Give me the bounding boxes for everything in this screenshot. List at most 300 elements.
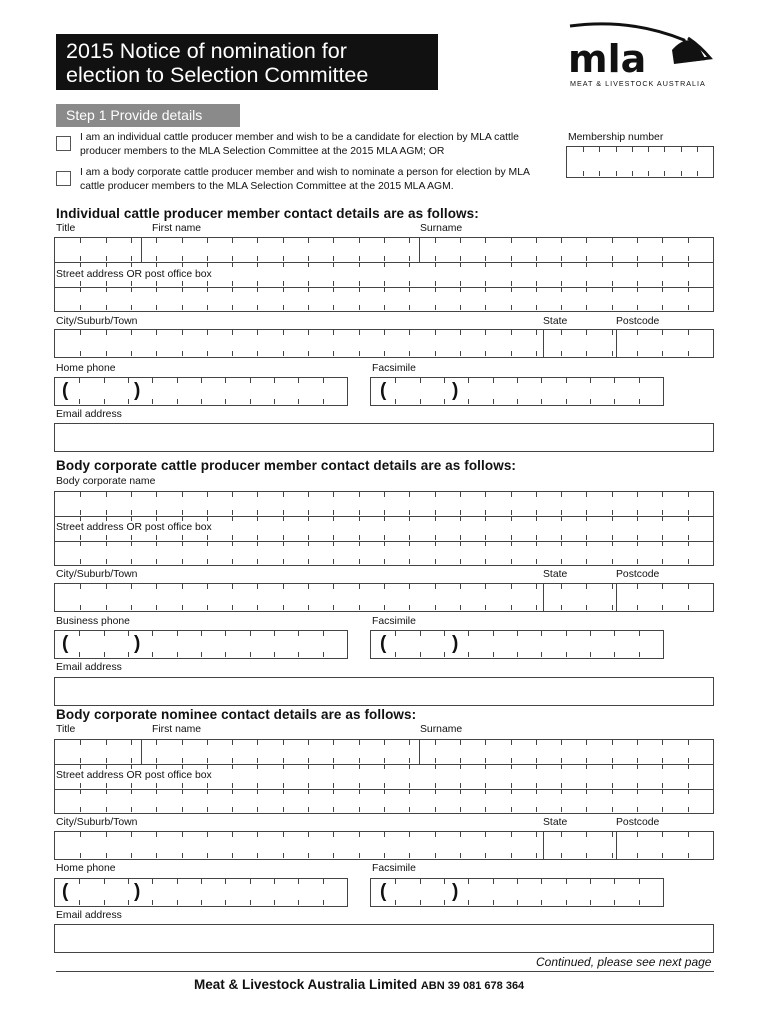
comb-tick [662, 535, 663, 540]
comb-tick [207, 853, 208, 858]
comb-tick [517, 900, 518, 905]
phone-paren-close: ) [134, 380, 141, 401]
comb-tick [333, 807, 334, 812]
comb-tick [493, 879, 494, 884]
comb-tick [435, 758, 436, 763]
comb-tick [257, 305, 258, 310]
comb-tick [106, 535, 107, 540]
comb-tick [435, 287, 436, 292]
comb-tick [395, 631, 396, 636]
footer-divider [56, 971, 714, 972]
comb-tick [409, 832, 410, 837]
comb-tick [612, 764, 613, 769]
comb-tick [274, 378, 275, 383]
comb-tick [131, 807, 132, 812]
comb-tick [637, 584, 638, 589]
comb-tick [384, 305, 385, 310]
comb-tick [662, 832, 663, 837]
comb-tick [308, 305, 309, 310]
comb-tick [590, 652, 591, 657]
comb-tick [612, 510, 613, 515]
bc-facsimile-field[interactable] [370, 630, 664, 659]
comb-tick [590, 900, 591, 905]
membership-label: Membership number [568, 132, 664, 143]
comb-tick [662, 783, 663, 788]
comb-tick [612, 541, 613, 546]
nominee-city-state-postcode[interactable] [54, 831, 714, 860]
bc-phone-paren-close: ) [134, 633, 141, 654]
comb-tick [384, 605, 385, 610]
comb-tick [274, 631, 275, 636]
comb-tick [612, 807, 613, 812]
comb-tick [536, 492, 537, 497]
nominee-state-label: State [543, 817, 568, 828]
comb-tick [536, 758, 537, 763]
comb-tick [688, 584, 689, 589]
comb-tick [131, 584, 132, 589]
comb-tick [435, 238, 436, 243]
comb-tick [232, 832, 233, 837]
comb-tick [435, 832, 436, 837]
comb-tick [182, 492, 183, 497]
home-phone-field[interactable] [54, 377, 348, 406]
comb-tick [485, 281, 486, 286]
comb-tick [435, 492, 436, 497]
comb-tick [435, 584, 436, 589]
comb-tick [80, 330, 81, 335]
comb-tick [493, 900, 494, 905]
comb-tick [207, 351, 208, 356]
comb-tick [637, 510, 638, 515]
logo-subtext: MEAT & LIVESTOCK AUSTRALIA [570, 79, 706, 88]
comb-tick [308, 516, 309, 521]
comb-tick [182, 783, 183, 788]
field-divider [141, 238, 142, 262]
membership-number-field[interactable] [566, 146, 714, 178]
comb-tick [688, 832, 689, 837]
comb-tick [257, 238, 258, 243]
comb-tick [308, 287, 309, 292]
comb-tick [435, 740, 436, 745]
comb-tick [614, 399, 615, 404]
comb-tick [460, 330, 461, 335]
comb-tick [614, 879, 615, 884]
nominee-facsimile-field[interactable] [370, 878, 664, 907]
comb-tick [511, 535, 512, 540]
comb-tick [156, 758, 157, 763]
comb-tick [435, 510, 436, 515]
comb-tick [409, 492, 410, 497]
comb-tick [688, 853, 689, 858]
field-divider [543, 584, 544, 611]
comb-tick [662, 281, 663, 286]
comb-tick [637, 541, 638, 546]
comb-tick [182, 832, 183, 837]
comb-tick [586, 330, 587, 335]
comb-tick [444, 652, 445, 657]
comb-tick [384, 492, 385, 497]
comb-tick [561, 510, 562, 515]
body-corporate-section-heading: Body corporate cattle producer member contact details are as follows: [56, 458, 517, 473]
comb-tick [599, 147, 600, 152]
comb-tick [468, 879, 469, 884]
comb-tick [308, 238, 309, 243]
comb-tick [541, 378, 542, 383]
comb-tick [409, 256, 410, 261]
comb-tick [409, 783, 410, 788]
fax-paren-close: ) [452, 380, 459, 401]
comb-tick [511, 541, 512, 546]
comb-tick [614, 900, 615, 905]
comb-tick [511, 807, 512, 812]
bc-email-label: Email address [56, 662, 122, 673]
comb-tick [79, 652, 80, 657]
option1-text: I am an individual cattle producer member and wish to be a candidate for election by MLA cattle producer members to the MLA Selection Committee at the 2015 MLA AGM; OR [80, 132, 519, 157]
comb-tick [333, 351, 334, 356]
comb-tick [298, 652, 299, 657]
comb-tick [207, 584, 208, 589]
nominee-street-label: Street address OR post office box [56, 770, 212, 781]
body-corporate-name-label: Body corporate name [56, 476, 156, 487]
comb-tick [283, 281, 284, 286]
nominee-home-phone-field[interactable] [54, 878, 348, 907]
state-label: State [543, 316, 568, 327]
comb-tick [156, 516, 157, 521]
comb-tick [409, 305, 410, 310]
comb-tick [152, 631, 153, 636]
comb-tick [152, 652, 153, 657]
logo-text: mla [568, 37, 647, 81]
comb-tick [106, 305, 107, 310]
comb-tick [536, 351, 537, 356]
comb-tick [409, 262, 410, 267]
comb-tick [517, 652, 518, 657]
comb-tick [409, 764, 410, 769]
comb-tick [541, 652, 542, 657]
comb-tick [182, 541, 183, 546]
comb-tick [308, 559, 309, 564]
comb-tick [156, 807, 157, 812]
comb-tick [80, 238, 81, 243]
comb-tick [409, 584, 410, 589]
comb-tick [485, 535, 486, 540]
comb-tick [182, 764, 183, 769]
option2-checkbox[interactable] [56, 171, 71, 186]
individual-city-state-postcode[interactable] [54, 329, 714, 358]
comb-tick [485, 516, 486, 521]
bc-postcode-label: Postcode [616, 569, 660, 580]
comb-tick [283, 832, 284, 837]
comb-tick [511, 559, 512, 564]
comb-tick [541, 900, 542, 905]
comb-tick [435, 535, 436, 540]
comb-tick [637, 740, 638, 745]
comb-tick [283, 584, 284, 589]
comb-tick [688, 789, 689, 794]
comb-tick [80, 740, 81, 745]
comb-tick [232, 516, 233, 521]
comb-tick [420, 378, 421, 383]
comb-tick [131, 516, 132, 521]
comb-tick [274, 652, 275, 657]
comb-tick [460, 238, 461, 243]
comb-tick [586, 305, 587, 310]
comb-tick [207, 262, 208, 267]
comb-tick [536, 262, 537, 267]
comb-tick [106, 492, 107, 497]
comb-tick [561, 789, 562, 794]
comb-tick [359, 764, 360, 769]
comb-tick [460, 783, 461, 788]
comb-tick [131, 740, 132, 745]
bc-fax-paren-open: ( [380, 633, 387, 654]
comb-tick [688, 281, 689, 286]
comb-tick [359, 541, 360, 546]
comb-tick [612, 832, 613, 837]
comb-tick [333, 764, 334, 769]
comb-tick [80, 305, 81, 310]
comb-tick [637, 256, 638, 261]
comb-tick [460, 853, 461, 858]
footer-company [194, 977, 524, 992]
mla-logo [560, 20, 716, 92]
comb-tick [586, 559, 587, 564]
comb-tick [323, 631, 324, 636]
comb-tick [460, 256, 461, 261]
comb-tick [131, 559, 132, 564]
field-divider [141, 740, 142, 764]
comb-tick [225, 631, 226, 636]
comb-tick [688, 510, 689, 515]
comb-tick [590, 378, 591, 383]
comb-tick [688, 783, 689, 788]
comb-tick [688, 305, 689, 310]
comb-tick [308, 740, 309, 745]
comb-tick [182, 510, 183, 515]
comb-tick [435, 351, 436, 356]
comb-tick [384, 758, 385, 763]
facsimile-label: Facsimile [372, 363, 416, 374]
comb-tick [323, 652, 324, 657]
comb-tick [207, 832, 208, 837]
comb-tick [435, 516, 436, 521]
comb-tick [639, 378, 640, 383]
comb-tick [308, 758, 309, 763]
comb-tick [460, 287, 461, 292]
comb-tick [359, 305, 360, 310]
nominee-postcode-label: Postcode [616, 817, 660, 828]
comb-tick [250, 631, 251, 636]
comb-tick [511, 262, 512, 267]
comb-tick [409, 510, 410, 515]
comb-tick [637, 351, 638, 356]
comb-tick [80, 262, 81, 267]
comb-tick [384, 832, 385, 837]
comb-tick [536, 535, 537, 540]
comb-tick [333, 740, 334, 745]
comb-tick [662, 516, 663, 521]
comb-tick [384, 789, 385, 794]
comb-tick [409, 807, 410, 812]
comb-tick [485, 492, 486, 497]
comb-tick [80, 605, 81, 610]
comb-tick [583, 171, 584, 176]
comb-tick [536, 853, 537, 858]
comb-tick [257, 783, 258, 788]
comb-tick [485, 559, 486, 564]
comb-tick [333, 238, 334, 243]
comb-tick [468, 652, 469, 657]
comb-tick [232, 758, 233, 763]
comb-tick [485, 256, 486, 261]
comb-tick [104, 652, 105, 657]
comb-tick [128, 378, 129, 383]
bc-city-state-postcode[interactable] [54, 583, 714, 612]
comb-tick [80, 256, 81, 261]
nominee-email-field[interactable] [54, 924, 714, 953]
nominee-fax-paren-close: ) [452, 881, 459, 902]
option1-checkbox[interactable] [56, 136, 71, 151]
comb-tick [80, 758, 81, 763]
comb-tick [511, 758, 512, 763]
comb-tick [384, 740, 385, 745]
nominee-section-heading: Body corporate nominee contact details are as follows: [56, 707, 417, 722]
comb-tick [435, 853, 436, 858]
comb-tick [106, 789, 107, 794]
comb-tick [298, 378, 299, 383]
comb-tick [688, 559, 689, 564]
comb-tick [561, 758, 562, 763]
comb-tick [308, 853, 309, 858]
facsimile-field[interactable] [370, 377, 664, 406]
comb-tick [485, 783, 486, 788]
comb-tick [333, 783, 334, 788]
comb-tick [561, 605, 562, 610]
comb-tick [156, 281, 157, 286]
comb-tick [359, 783, 360, 788]
comb-tick [688, 535, 689, 540]
comb-tick [359, 238, 360, 243]
comb-tick [511, 832, 512, 837]
comb-tick [131, 351, 132, 356]
comb-tick [156, 559, 157, 564]
comb-tick [541, 631, 542, 636]
comb-tick [409, 238, 410, 243]
comb-tick [586, 853, 587, 858]
comb-tick [298, 879, 299, 884]
email-field[interactable] [54, 423, 714, 452]
comb-tick [384, 853, 385, 858]
comb-tick [131, 783, 132, 788]
business-phone-label: Business phone [56, 616, 130, 627]
comb-tick [536, 330, 537, 335]
comb-tick [590, 879, 591, 884]
comb-tick [697, 171, 698, 176]
comb-tick [80, 535, 81, 540]
comb-tick [612, 305, 613, 310]
comb-tick [637, 559, 638, 564]
comb-tick [612, 605, 613, 610]
comb-tick [662, 853, 663, 858]
comb-tick [207, 492, 208, 497]
comb-tick [182, 281, 183, 286]
bc-email-field[interactable] [54, 677, 714, 706]
comb-tick [561, 559, 562, 564]
comb-tick [283, 287, 284, 292]
nominee-title-label: Title [56, 724, 76, 735]
comb-tick [384, 783, 385, 788]
street-label: Street address OR post office box [56, 269, 212, 280]
comb-tick [79, 900, 80, 905]
comb-tick [511, 789, 512, 794]
comb-tick [250, 399, 251, 404]
comb-tick [681, 147, 682, 152]
comb-tick [536, 783, 537, 788]
comb-tick [80, 541, 81, 546]
comb-tick [359, 492, 360, 497]
comb-tick [586, 584, 587, 589]
comb-tick [384, 541, 385, 546]
comb-tick [104, 631, 105, 636]
comb-tick [283, 758, 284, 763]
comb-tick [182, 516, 183, 521]
comb-tick [131, 330, 132, 335]
comb-tick [106, 584, 107, 589]
comb-tick [444, 900, 445, 905]
comb-tick [250, 879, 251, 884]
comb-tick [333, 262, 334, 267]
comb-tick [586, 287, 587, 292]
comb-tick [106, 853, 107, 858]
comb-tick [80, 516, 81, 521]
comb-tick [106, 510, 107, 515]
comb-tick [257, 758, 258, 763]
comb-tick [586, 262, 587, 267]
comb-tick [460, 740, 461, 745]
comb-tick [156, 510, 157, 515]
comb-tick [637, 330, 638, 335]
comb-tick [131, 758, 132, 763]
comb-tick [435, 541, 436, 546]
comb-tick [232, 330, 233, 335]
comb-tick [637, 758, 638, 763]
comb-tick [182, 758, 183, 763]
form-title-line2: election to Selection Committee [66, 63, 369, 87]
comb-tick [232, 305, 233, 310]
comb-tick [536, 281, 537, 286]
comb-tick [662, 287, 663, 292]
comb-tick [536, 305, 537, 310]
comb-tick [616, 147, 617, 152]
comb-tick [359, 256, 360, 261]
comb-tick [333, 853, 334, 858]
comb-tick [586, 807, 587, 812]
email-label: Email address [56, 409, 122, 420]
comb-tick [257, 330, 258, 335]
comb-tick [632, 147, 633, 152]
comb-tick [616, 171, 617, 176]
comb-tick [536, 559, 537, 564]
comb-tick [177, 378, 178, 383]
comb-tick [359, 516, 360, 521]
comb-tick [182, 351, 183, 356]
comb-tick [79, 631, 80, 636]
comb-tick [468, 399, 469, 404]
comb-tick [586, 492, 587, 497]
comb-tick [323, 879, 324, 884]
business-phone-field[interactable] [54, 630, 348, 659]
comb-tick [80, 351, 81, 356]
